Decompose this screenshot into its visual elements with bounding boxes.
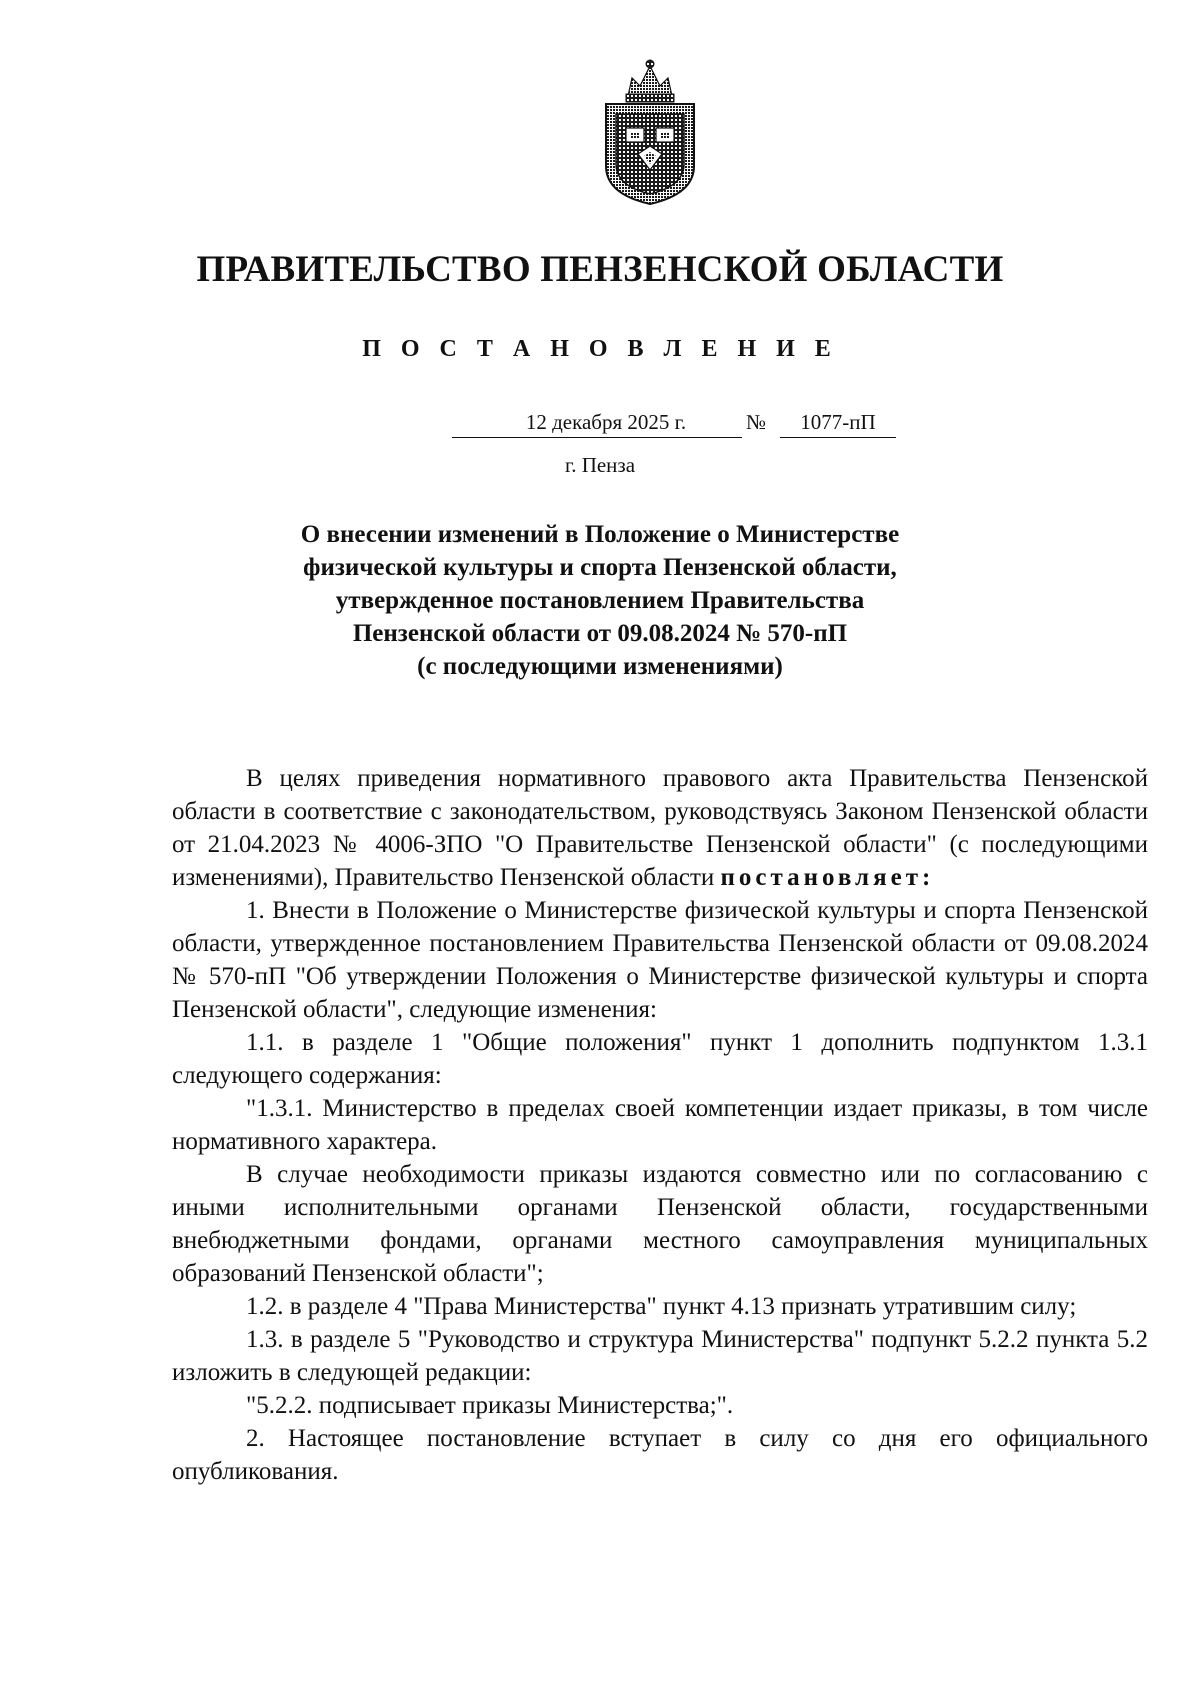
body-paragraph: 1.3. в разделе 5 "Руководство и структура Министерства" подпункт 5.2.2 пункта 5.2 изложить в следующей редакции: [172, 1326, 1148, 1386]
organization-title: ПРАВИТЕЛЬСТВО ПЕНЗЕНСКОЙ ОБЛАСТИ [196, 249, 1004, 290]
date-number-line [0, 410, 1200, 444]
number-sign: № [746, 410, 767, 434]
subject-line: (с последующими изменениями) [417, 653, 783, 680]
preamble-paragraph [172, 762, 1148, 894]
preamble-text: В целях приведения нормативного правового акта Правительства Пензенской области в соответствие с законодательством, руководствуясь Законом Пензенской области от 21.04.2023 № 4006-ЗПО "О Правительстве Пензенской области" (с последующими изменениями), Правительство Пензенской области [172, 765, 1148, 891]
document-body [172, 762, 1148, 1488]
body-paragraph: 1.2. в разделе 4 "Права Министерства" пункт 4.13 признать утратившим силу; [246, 1293, 1077, 1320]
document-number: 1077-пП [780, 410, 896, 438]
subject-line: Пензенской области от 09.08.2024 № 570-пП [352, 620, 848, 647]
coat-of-arms-icon [598, 58, 702, 206]
document-date: 12 декабря 2025 г. [452, 410, 742, 438]
body-paragraph: "1.3.1. Министерство в пределах своей компетенции издает приказы, в том числе нормативного характера. [172, 1095, 1148, 1155]
body-paragraph: В случае необходимости приказы издаются совместно или по согласованию с иными исполнительными органами Пензенской области, государственными внебюджетными фондами, органами местного самоуправления муниципальных образований Пензенской области"; [172, 1161, 1148, 1287]
document-type: П О С Т А Н О В Л Е Н И Е [362, 336, 838, 362]
subject-line: О внесении изменений в Положение о Министерстве [300, 521, 900, 548]
body-paragraph: 1. Внести в Положение о Министерстве физической культуры и спорта Пензенской области, утвержденное постановлением Правительства Пензенской области от 09.08.2024 № 570-пП "Об утверждении Положения о Министерстве физической культуры и спорта Пензенской области", следующие изменения: [172, 897, 1148, 1023]
document-subject [0, 518, 1200, 683]
body-paragraph: "5.2.2. подписывает приказы Министерства;". [246, 1392, 734, 1419]
subject-line: физической культуры и спорта Пензенской области, [303, 554, 897, 581]
subject-line: утвержденное постановлением Правительства [335, 587, 865, 614]
body-paragraph: 1.1. в разделе 1 "Общие положения" пункт 1 дополнить подпунктом 1.3.1 следующего содержания: [172, 1029, 1148, 1089]
city: г. Пенза [564, 453, 636, 477]
decree-word: постановляет: [720, 864, 935, 891]
body-paragraph: 2. Настоящее постановление вступает в силу со дня его официального опубликования. [172, 1425, 1148, 1485]
